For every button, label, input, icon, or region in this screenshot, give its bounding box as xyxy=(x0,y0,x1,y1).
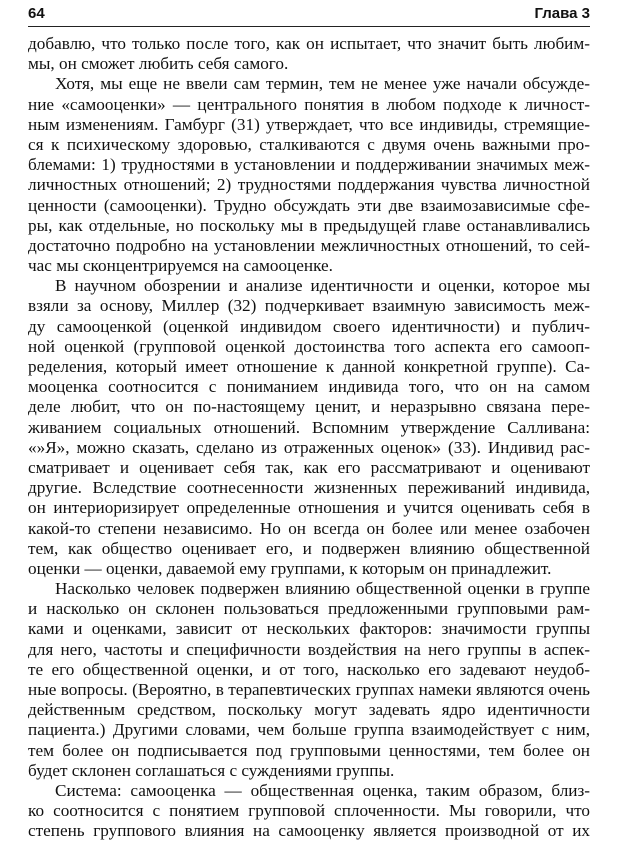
text-line: деле любит, что он по-настоящему ценит, и неразрывно связана пере- xyxy=(28,397,590,417)
page-number: 64 xyxy=(28,5,45,22)
text-line: тем, как общество оценивает его, и подвержен влиянию общественной xyxy=(28,538,590,558)
paragraph-first-line: В научном обозрении и анализе идентичности и оценки, которое мы xyxy=(55,276,590,296)
text-line: те его общественной оценки, и от того, насколько его задевают неудоб- xyxy=(28,659,590,679)
text-line: ным изменениям. Гамбург (31) утверждает, что все индивиды, стремящие- xyxy=(28,114,590,134)
paragraph-first-line: Насколько человек подвержен влиянию общественной оценки в группе xyxy=(55,579,590,599)
text-line: мооценка соотносится с пониманием индивида того, что он на самом xyxy=(28,377,590,397)
text-line: достаточно подробно на установлении межличностных отношений, то сей- xyxy=(28,235,590,255)
text-line: для него, частоты и специфичности воздействия на него группы в аспек- xyxy=(28,639,590,659)
paragraph-first-line: Хотя, мы еще не ввели сам термин, тем не менее уже начали обсужде- xyxy=(55,74,590,94)
text-line: добавлю, что только после того, как он испытает, что значит быть любим- xyxy=(28,34,590,53)
text-line: взяли за основу, Миллер (32) подчеркивает взаимную зависимость меж- xyxy=(28,296,590,316)
text-line: ние «самооценки» — центрального понятия в любом подходе к личност- xyxy=(28,94,590,114)
text-line: ду самооценкой (оценкой индивидом своего идентичности) и публич- xyxy=(28,316,590,336)
text-line: степень группового влияния на самооценку является производной от их xyxy=(28,821,590,841)
text-line: будет склонен соглашаться с суждениями группы. xyxy=(28,760,395,780)
text-line: час мы сконцентрируемся на самооценке. xyxy=(28,256,333,276)
text-line: личностных отношений; 2) трудностями поддержания чувства личностной xyxy=(28,175,590,195)
text-line: блемами: 1) трудностями в установлении и поддерживании значимых меж- xyxy=(28,155,590,175)
text-line: ками и оценками, зависит от нескольких факторов: значимости группы xyxy=(28,619,590,639)
text-line: ные вопросы. (Вероятно, в терапевтических группах намеки являются очень xyxy=(28,680,590,699)
text-line: действенным средством, поскольку могут задевать ядро идентичности xyxy=(28,700,590,720)
text-line: ценности (самооценки). Трудно обсуждать эти две взаимозависимые сфе- xyxy=(28,195,590,215)
text-line: другие. Вследствие соотнесенности жизненных переживаний индивида, xyxy=(28,478,590,498)
text-line: он интериоризирует определенные отношения и учится оценивать себя в xyxy=(28,498,590,518)
text-line: ной оценкой (групповой оценкой достоинства того аспекта его самооп- xyxy=(28,336,590,356)
text-line: ся к психическому здоровью, сталкиваются с двумя очень важными про- xyxy=(28,134,590,154)
text-line: и насколько он склонен пользоваться предложенными групповыми рам- xyxy=(28,599,590,619)
text-line: ры, как отдельные, но поскольку мы в предыдущей главе останавливались xyxy=(28,215,590,235)
running-head xyxy=(28,4,590,27)
text-line: тем более он подписывается под групповыми ценностями, тем более он xyxy=(28,740,590,760)
text-line: ределения, который имеет отношение к данной конкретной группе). Са- xyxy=(28,357,590,376)
paragraph-first-line: Система: самооценка — общественная оценка, таким образом, близ- xyxy=(55,780,590,800)
text-line: пациента.) Другими словами, чем больше группа взаимодействует с ним, xyxy=(28,720,590,740)
text-line: какой-то степени независимо. Но он всегда он более или менее озабочен xyxy=(28,518,590,538)
text-line: сматривает и оценивает себя так, как его рассматривают и оценивают xyxy=(28,457,590,477)
text-line: ко соотносится с понятием групповой сплоченности. Мы говорили, что xyxy=(28,801,590,821)
body-text xyxy=(28,34,590,842)
text-line: мы, он сможет любить себя самого. xyxy=(28,54,289,74)
text-line: оценки — оценки, даваемой ему группами, к которым он принадлежит. xyxy=(28,558,552,578)
chapter-title: Глава 3 xyxy=(534,5,590,22)
text-line: живанием социальных отношений. Вспомним утверждение Салливана: xyxy=(28,417,590,437)
text-line: «»Я», можно сказать, сделано из отраженных оценок» (33). Индивид рас- xyxy=(28,437,590,457)
